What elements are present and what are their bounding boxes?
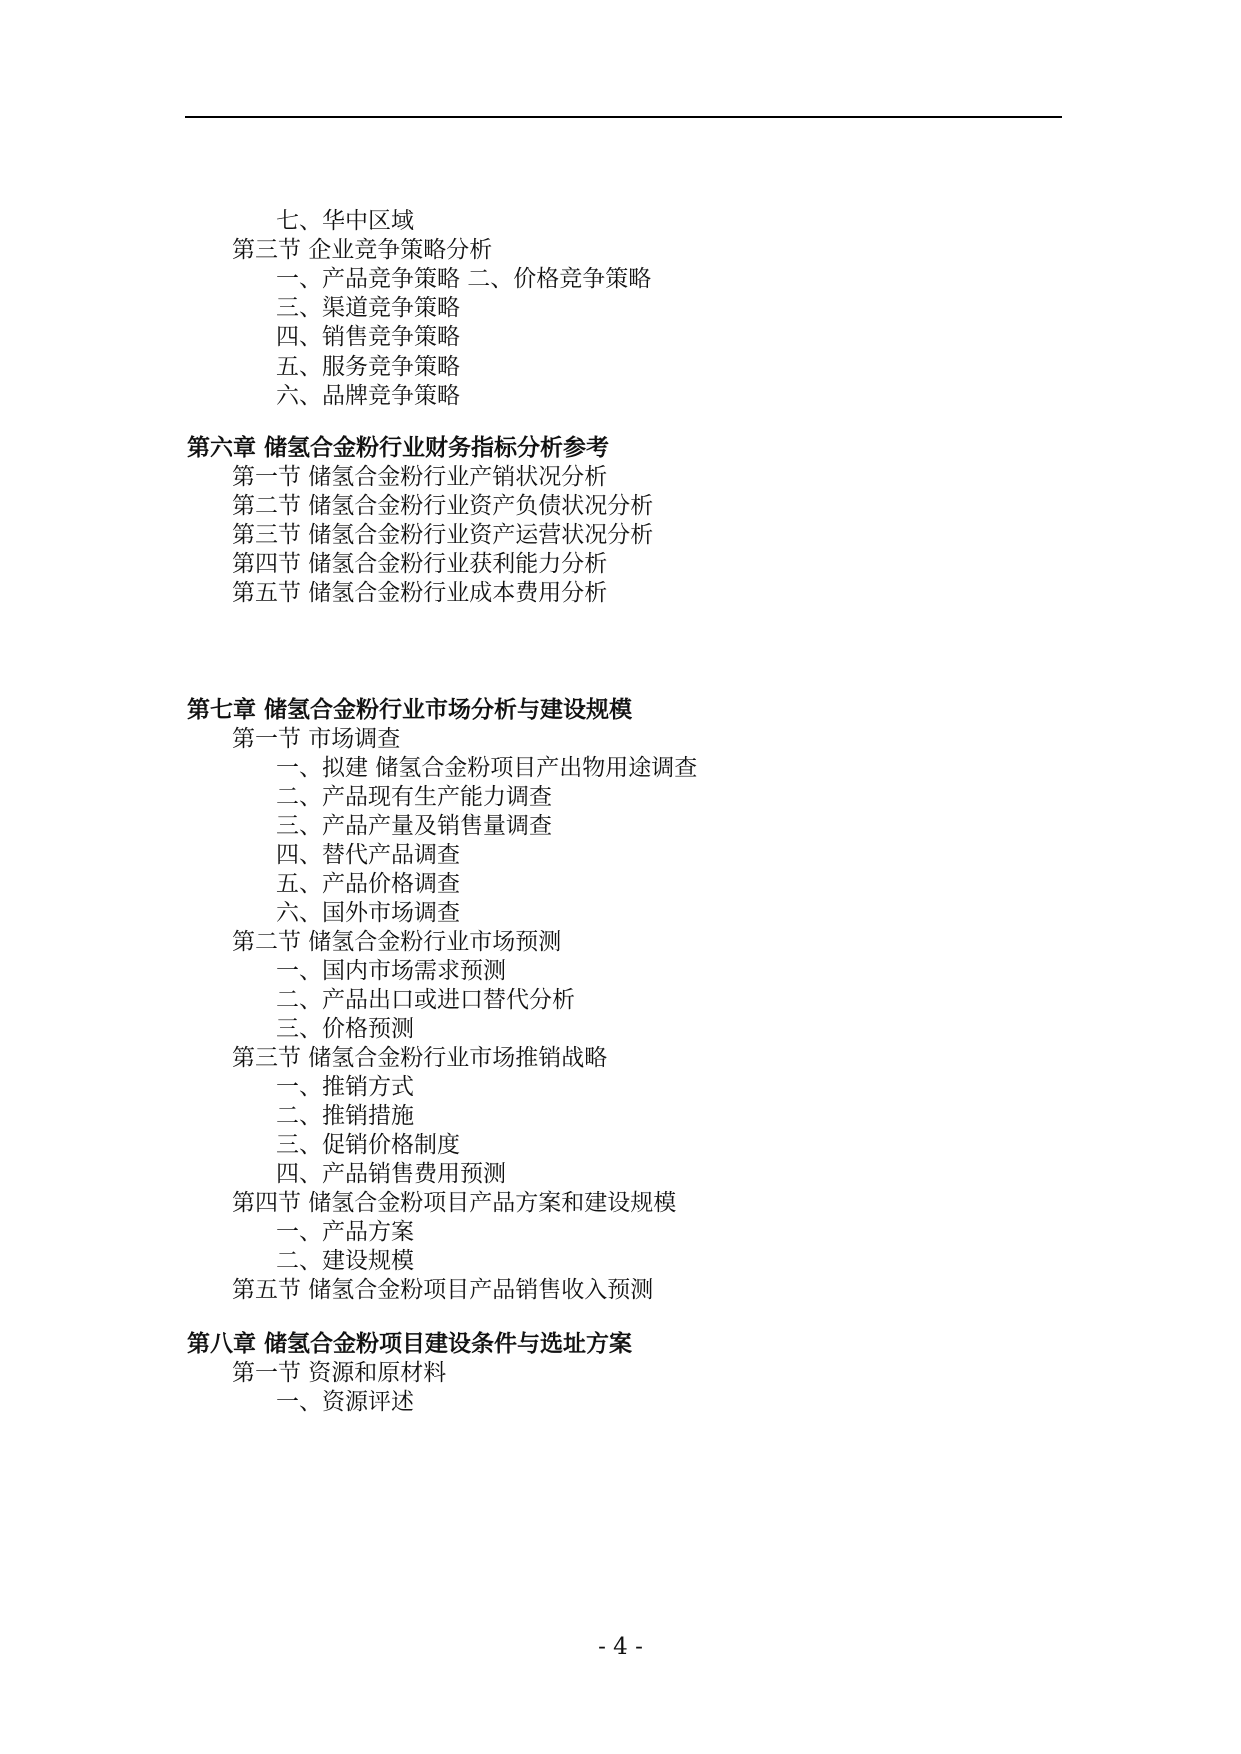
toc-item: 二、推销措施 [276,1103,414,1129]
toc-item: 五、服务竞争策略 [276,354,460,380]
toc-item: 二、产品出口或进口替代分析 [276,987,575,1013]
toc-item: 三、渠道竞争策略 [276,295,460,321]
toc-section: 第一节 储氢合金粉行业产销状况分析 [232,464,608,490]
toc-section: 第三节 储氢合金粉行业市场推销战略 [232,1045,608,1071]
toc-section: 第二节 储氢合金粉行业资产负债状况分析 [232,493,654,519]
toc-section: 第五节 储氢合金粉项目产品销售收入预测 [232,1277,654,1303]
toc-section: 第二节 储氢合金粉行业市场预测 [232,929,562,955]
toc-section: 第五节 储氢合金粉行业成本费用分析 [232,580,608,606]
toc-item: 二、建设规模 [276,1248,414,1274]
toc-item: 一、国内市场需求预测 [276,958,506,984]
toc-chapter: 第六章 储氢合金粉行业财务指标分析参考 [187,434,610,461]
toc-section: 第四节 储氢合金粉行业获利能力分析 [232,551,608,577]
toc-item: 三、产品产量及销售量调查 [276,813,552,839]
toc-item: 三、价格预测 [276,1016,414,1042]
toc-section: 第三节 储氢合金粉行业资产运营状况分析 [232,522,654,548]
toc-item: 七、华中区域 [276,208,414,234]
toc-chapter: 第八章 储氢合金粉项目建设条件与选址方案 [187,1330,633,1357]
toc-item: 一、产品竞争策略 二、价格竞争策略 [276,266,652,292]
toc-item: 三、促销价格制度 [276,1132,460,1158]
toc-section: 第四节 储氢合金粉项目产品方案和建设规模 [232,1190,677,1216]
toc-item: 四、替代产品调查 [276,842,460,868]
toc-item: 一、资源评述 [276,1389,414,1415]
toc-section: 第一节 资源和原材料 [232,1360,447,1386]
toc-item: 四、销售竞争策略 [276,324,460,350]
header-rule [185,116,1062,118]
toc-item: 五、产品价格调查 [276,871,460,897]
toc-item: 六、品牌竞争策略 [276,383,460,409]
toc-item: 二、产品现有生产能力调查 [276,784,552,810]
toc-chapter: 第七章 储氢合金粉行业市场分析与建设规模 [187,696,633,723]
toc-section: 第三节 企业竞争策略分析 [232,237,493,263]
toc-item: 一、推销方式 [276,1074,414,1100]
toc-item: 四、产品销售费用预测 [276,1161,506,1187]
toc-item: 六、国外市场调查 [276,900,460,926]
toc-section: 第一节 市场调查 [232,726,401,752]
toc-item: 一、拟建 储氢合金粉项目产出物用途调查 [276,755,698,781]
page-number: - 4 - [598,1634,643,1660]
toc-item: 一、产品方案 [276,1219,414,1245]
